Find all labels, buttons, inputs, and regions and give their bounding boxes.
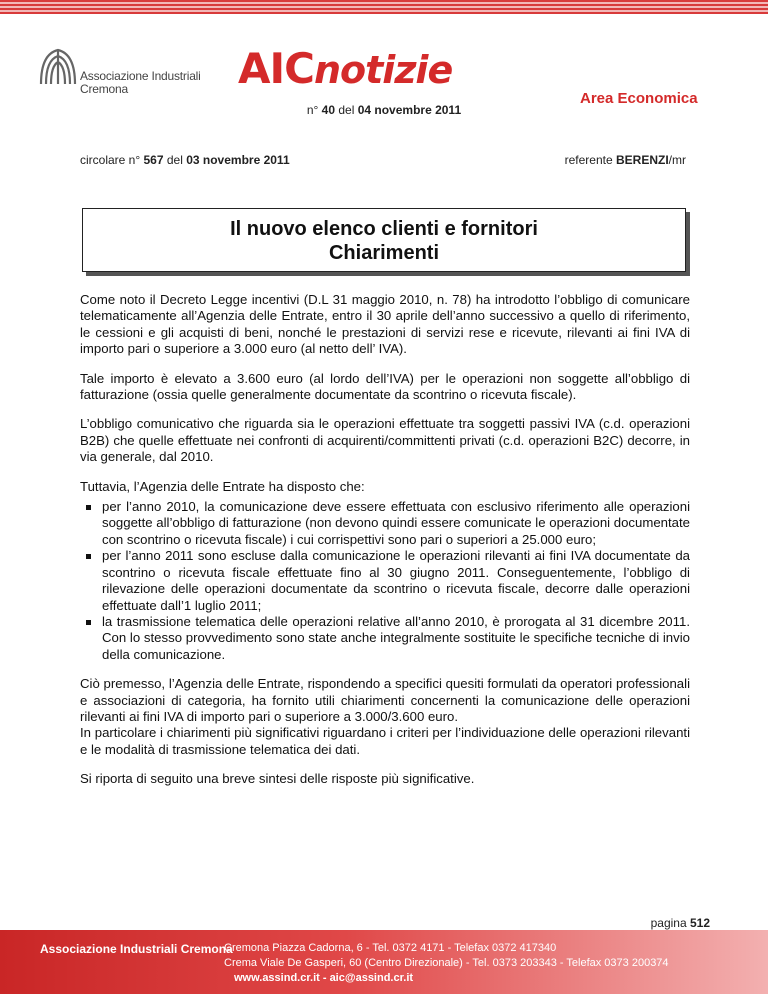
header [0,14,768,110]
bullet-list [80,499,690,663]
list-item: la trasmissione telematica delle operazioni relative all’anno 2010, è prorogata al 31 dicembre 2011. Con lo stesso provvedimento sono state anche integralmente sostituite le specifiche tecniche di invio della comunicazione. [102,613,690,662]
masthead-notizie: notizie [313,48,453,92]
document-title: Il nuovo elenco clienti e fornitori Chiarimenti [82,208,686,272]
masthead-logo [238,44,453,93]
page-number: pagina 512 [650,916,710,930]
list-item: per l’anno 2011 sono escluse dalla comunicazione le operazioni rilevanti ai fini IVA documentate da scontrino o ricevuta fiscale effettuate fino al 30 giugno 2011. Conseguentemente, l’obbligo di rilevazione delle operazioni documentate da scontrino o ricevuta fiscale, decorre dalle operazioni effettuate dall’1 luglio 2011; [102,548,690,613]
paragraph: In particolare i chiarimenti più significativi riguardano i criteri per l’individuazione delle operazioni rilevanti e le modalità di trasmissione telematica dei dati. [80,725,690,757]
paragraph: Si riporta di seguito una breve sintesi delle risposte più significative. [80,771,475,787]
list-item: per l’anno 2010, la comunicazione deve essere effettuata con esclusivo riferimento alle operazioni soggette all’obbligo di fatturazione (non devono quindi essere comunicate le operazioni documentate con scontrino o ricevuta fiscale) i cui corrispettivi sono pari o superiori a 25.000 euro; [102,499,690,547]
issue-line: n° 40 del 04 novembre 2011 [306,103,462,117]
masthead-aic: AIC [238,44,314,93]
referente-info: referente BERENZI/mr [564,153,686,167]
paragraph: Come noto il Decreto Legge incentivi (D.L 31 maggio 2010, n. 78) ha introdotto l’obbligo di comunicare telematicamente all’Agenzia delle Entrate, entro il 30 aprile dell’anno successivo a quello di riferimento, le cessioni e gli acquisti di beni, nonché le prestazioni di servizi rese e ricevute, rilevanti ai fini IVA di importo pari o superiore a 3.000 euro (al netto dell’ IVA). [80,292,690,357]
footer-address-cremona: Cremona Piazza Cadorna, 6 - Tel. 0372 4171 - Telefax 0372 417340 [224,942,557,954]
paragraph: Tuttavia, l’Agenzia delle Entrate ha disposto che: [80,478,365,494]
footer-web-contacts: www.assind.cr.it - aic@assind.cr.it [234,972,414,984]
association-name: Associazione Industriali Cremona [80,69,201,96]
paragraph: Tale importo è elevato a 3.600 euro (al lordo dell’IVA) per le operazioni non soggette all’obbligo di fatturazione (ossia quelle generalmente documentate da scontrino o ricevuta fiscale). [80,370,690,403]
association-logo-icon [35,44,81,90]
footer-org: Associazione Industriali Cremona [40,942,233,956]
top-stripe [0,0,768,14]
footer [0,930,768,994]
footer-address-crema: Crema Viale De Gasperi, 60 (Centro Direzionale) - Tel. 0373 203343 - Telefax 0373 200374 [224,957,669,969]
paragraph: L’obbligo comunicativo che riguarda sia le operazioni effettuate tra soggetti passivi IVA (c.d. operazioni B2B) che quelle effettuate nei confronti di acquirenti/committenti privati (c.d. operazioni B2C) decorre, in via generale, dal 2010. [80,416,690,465]
circolare-info: circolare n° 567 del 03 novembre 2011 [80,153,290,167]
paragraph: Ciò premesso, l’Agenzia delle Entrate, rispondendo a specifici quesiti formulati da operatori professionali e associazioni di categoria, ha fornito utili chiarimenti concernenti la comunicazione delle operazioni rilevanti ai fini IVA di importo pari o superiore a 3.000/3.600 euro. [80,676,690,724]
document-body [80,292,690,801]
area-label: Area Economica [580,90,698,107]
